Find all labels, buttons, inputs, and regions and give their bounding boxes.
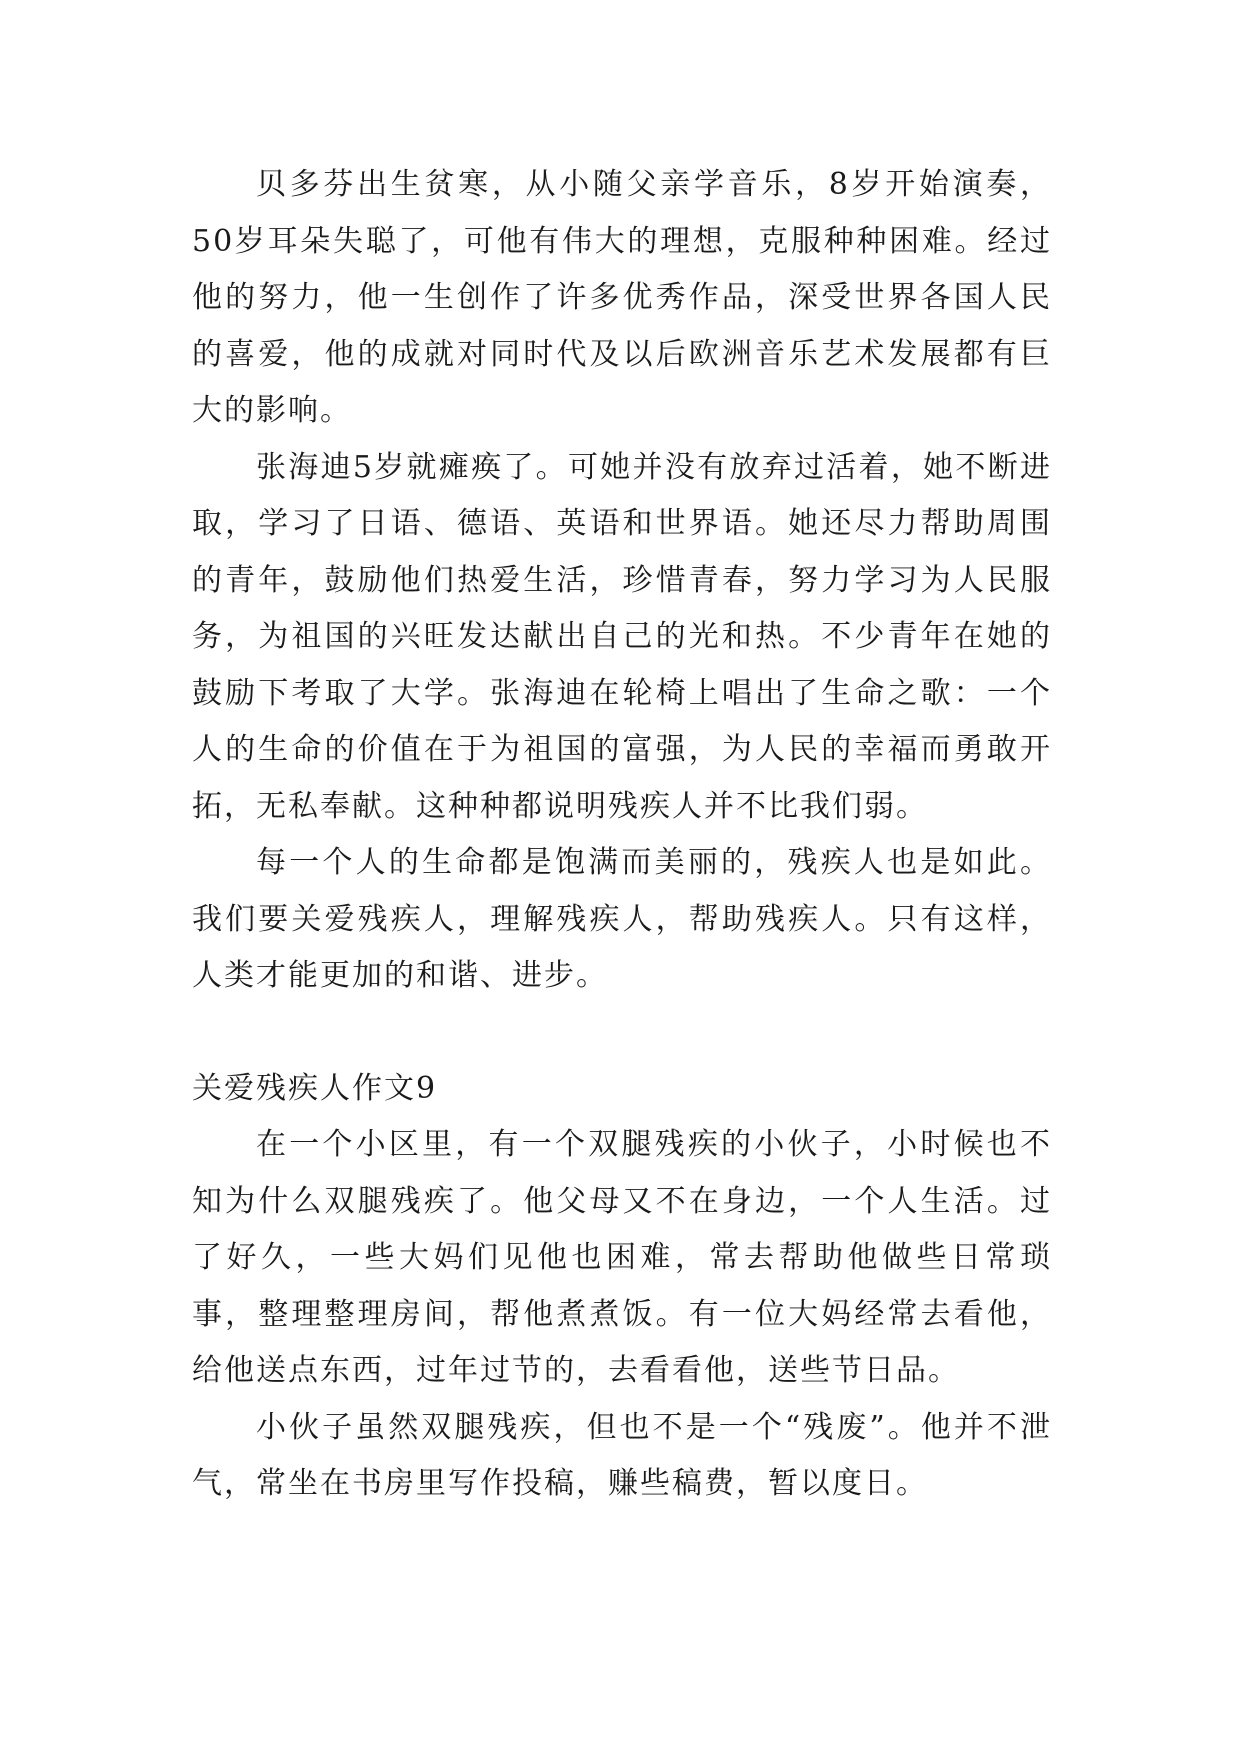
paragraph-conclusion: 每一个人的生命都是饱满而美丽的，残疾人也是如此。我们要关爱残疾人，理解残疾人，帮助残疾人。只有这样，人类才能更加的和谐、进步。 (192, 845, 1052, 993)
document-page (192, 157, 1052, 1513)
paragraph-young-man: 在一个小区里，有一个双腿残疾的小伙子，小时候也不知为什么双腿残疾了。他父母又不在身边，一个人生活。过了好久，一些大妈们见他也困难，常去帮助他做些日常琐事，整理整理房间，帮他煮煮饭。有一位大妈经常去看他，给他送点东西，过年过节的，去看看他，送些节日品。 (192, 1127, 1052, 1388)
paragraph-not-disabled: 小伙子虽然双腿残疾，但也不是一个“残废”。他并不泄气，常坐在书房里写作投稿，赚些稿费，暂以度日。 (192, 1409, 1052, 1501)
paragraph-zhang-haidi: 张海迪5岁就瘫痪了。可她并没有放弃过活着，她不断进取，学习了日语、德语、英语和世界语。她还尽力帮助周围的青年，鼓励他们热爱生活，珍惜青春，努力学习为人民服务，为祖国的兴旺发达献出自己的光和热。不少青年在她的鼓励下考取了大学。张海迪在轮椅上唱出了生命之歌：一个人的生命的价值在于为祖国的富强，为人民的幸福而勇敢开拓，无私奉献。这种种都说明残疾人并不比我们弱。 (192, 449, 1052, 824)
section-title: 关爱残疾人作文9 (192, 1070, 438, 1106)
paragraph-beethoven: 贝多芬出生贫寒，从小随父亲学音乐，8岁开始演奏，50岁耳朵失聪了，可他有伟大的理想，克服种种困难。经过他的努力，他一生创作了许多优秀作品，深受世界各国人民的喜爱，他的成就对同时代及以后欧洲音乐艺术发展都有巨大的影响。 (192, 167, 1052, 428)
